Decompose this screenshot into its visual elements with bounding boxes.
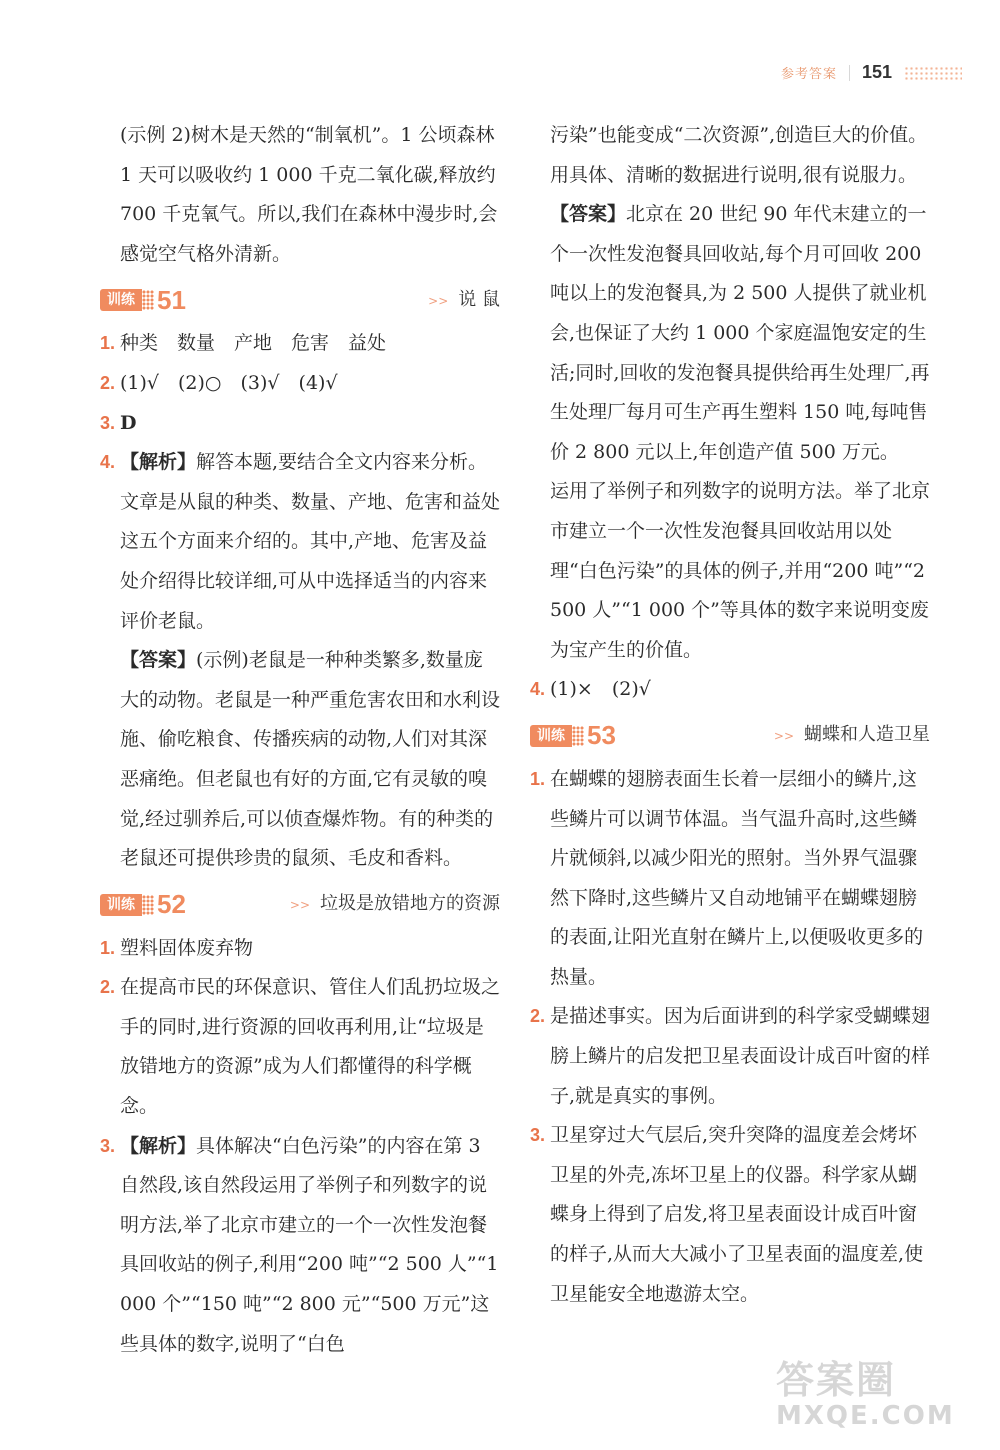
analysis-tag: 【解析】 xyxy=(120,451,197,474)
answer-body xyxy=(120,1127,500,1365)
section-title-text: 蝴蝶和人造卫星 xyxy=(804,724,930,746)
question-number: 1. xyxy=(530,768,546,789)
watermark-url: MXQE.COM xyxy=(776,1401,955,1431)
section-badge xyxy=(530,716,616,756)
answer-text: (1)× (2)√ xyxy=(550,678,651,701)
section-title xyxy=(290,884,500,926)
section-number: 52 xyxy=(157,888,186,919)
question-item xyxy=(100,968,500,1126)
double-chevron-icon: >> xyxy=(428,293,449,308)
question-number: 3. xyxy=(100,412,116,433)
page-number: 151 xyxy=(861,62,892,82)
question-number: 1. xyxy=(100,333,116,354)
section-title xyxy=(428,280,500,322)
section-badge xyxy=(100,281,186,321)
answer-text: 塑料固体废弃物 xyxy=(120,936,254,959)
answer-tag: 【答案】 xyxy=(550,203,627,226)
question-item xyxy=(100,404,500,444)
section-number: 53 xyxy=(587,720,616,751)
header-label: 参考答案 xyxy=(780,67,837,82)
page-header xyxy=(781,62,962,83)
answer-tag: 【答案】 xyxy=(120,649,197,672)
question-number: 4. xyxy=(530,679,546,700)
answer-paragraph xyxy=(530,195,930,472)
question-item xyxy=(530,760,930,998)
double-chevron-icon: >> xyxy=(289,897,310,912)
answer-body xyxy=(120,443,500,641)
answer-text: 是描述事实。因为后面讲到的科学家受蝴蝶翅膀上鳞片的启发把卫星表面设计成百叶窗的样子,就是真实的事例。 xyxy=(550,1005,931,1107)
dots-icon xyxy=(142,895,154,915)
question-item xyxy=(100,1127,500,1365)
watermark-text: 答案圈 xyxy=(776,1358,897,1402)
answer-text: 卫星穿过大气层后,突升突降的温度差会烤坏卫星的外壳,冻坏卫星上的仪器。科学家从蝴蝶身上得到了启发,将卫星表面设计成百叶窗的样子,从而大大减小了卫星表面的温度差,使卫星能安全地遨游太空。 xyxy=(550,1124,924,1305)
method-paragraph: 运用了举例子和列数字的说明方法。举了北京市建立一个一次性发泡餐具回收站用以处理“白色污染”的具体的例子,并用“200 吨”“2 500 人”“1 000 个”等具体的数字来说明变废为宝产生的价值。 xyxy=(550,480,931,661)
question-item xyxy=(100,324,500,364)
section-52-header xyxy=(100,883,500,927)
question-number: 4. xyxy=(100,452,116,473)
right-column xyxy=(530,116,930,1314)
analysis-tag: 【解析】 xyxy=(120,1134,197,1157)
section-51-header xyxy=(100,278,500,322)
answer-text: 种类 数量 产地 危害 益处 xyxy=(120,332,387,355)
question-number: 1. xyxy=(100,937,116,958)
double-chevron-icon: >> xyxy=(773,729,794,744)
answer-text: (示例)老鼠是一种种类繁多,数量庞大的动物。老鼠是一种严重危害农田和水利设施、偷吃粮食、传播疾病的动物,人们对其深恶痛绝。但老鼠也有好的方面,它有灵敏的嗅觉,经过驯养后,可以侦查爆炸物。有的种类的老鼠还可提供珍贵的鼠须、毛皮和香料。 xyxy=(120,649,501,870)
analysis-text: 具体解决“白色污染”的内容在第 3 自然段,该自然段运用了举例子和列数字的说明方法,举了北京市建立的一个一次性发泡餐具回收站的例子,利用“200 吨”“2 500 人”“1 000 个”“150 吨”“2 800 元”“500 万元”这些具体的数字,说明了“白色 xyxy=(120,1134,499,1355)
question-item xyxy=(100,929,500,969)
section-53-header xyxy=(530,714,930,758)
section-badge-label: 训练 xyxy=(530,725,572,747)
answer-text: 北京在 20 世纪 90 年代末建立的一个一次性发泡餐具回收站,每个月可回收 200 吨以上的发泡餐具,为 2 500 人提供了就业机会,也保证了大约 1 000 个家庭温饱安定的生活;同时,回收的发泡餐具提供给再生处理厂,再生处理厂每月可生产再生塑料 150 吨,每吨售价 2 800 元以上,年创造产值 500 万元。 xyxy=(550,203,930,463)
section-badge-label: 训练 xyxy=(100,289,142,311)
question-item xyxy=(100,443,500,641)
dot-pattern-icon xyxy=(904,66,962,80)
answer-text: D xyxy=(120,411,137,434)
intro-paragraph: (示例 2)树木是天然的“制氧机”。1 公顷森林 1 天可以吸收约 1 000 千克二氧化碳,释放约 700 千克氧气。所以,我们在森林中漫步时,会感觉空气格外清新。 xyxy=(120,124,498,265)
question-number: 2. xyxy=(530,1006,546,1027)
dots-icon xyxy=(572,726,584,746)
section-title-text: 说 鼠 xyxy=(458,288,500,310)
watermark xyxy=(776,1358,955,1434)
section-title-text: 垃圾是放错地方的资源 xyxy=(320,892,500,914)
section-badge-label: 训练 xyxy=(100,894,142,916)
left-column xyxy=(100,116,500,1364)
question-number: 3. xyxy=(100,1135,116,1156)
question-number: 3. xyxy=(530,1125,546,1146)
question-number: 2. xyxy=(100,372,116,393)
continued-paragraph: 污染”也能变成“二次资源”,创造巨大的价值。用具体、清晰的数据进行说明,很有说服力。 xyxy=(550,124,928,186)
answer-paragraph xyxy=(100,641,500,879)
question-item xyxy=(530,997,930,1116)
header-divider xyxy=(849,65,850,81)
analysis-text: 解答本题,要结合全文内容来分析。文章是从鼠的种类、数量、产地、危害和益处这五个方面来介绍的。其中,产地、危害及益处介绍得比较详细,可从中选择适当的内容来评价老鼠。 xyxy=(120,451,501,632)
section-number: 51 xyxy=(157,284,186,315)
question-item xyxy=(100,364,500,404)
question-item xyxy=(530,1116,930,1314)
answer-text: (1)√ (2)○ (3)√ (4)√ xyxy=(120,371,338,394)
answer-text: 在蝴蝶的翅膀表面生长着一层细小的鳞片,这些鳞片可以调节体温。当气温升高时,这些鳞片就倾斜,以减少阳光的照射。当外界气温骤然下降时,这些鳞片又自动地铺平在蝴蝶翅膀的表面,让阳光直射在鳞片上,以便吸收更多的热量。 xyxy=(550,767,924,988)
answer-text: 在提高市民的环保意识、管住人们乱扔垃圾之手的同时,进行资源的回收再利用,让“垃圾是放错地方的资源”成为人们都懂得的科学概念。 xyxy=(120,976,501,1118)
section-title xyxy=(774,715,930,757)
question-number: 2. xyxy=(100,977,116,998)
dots-icon xyxy=(142,290,154,310)
section-badge xyxy=(100,885,186,925)
question-item xyxy=(530,670,930,710)
